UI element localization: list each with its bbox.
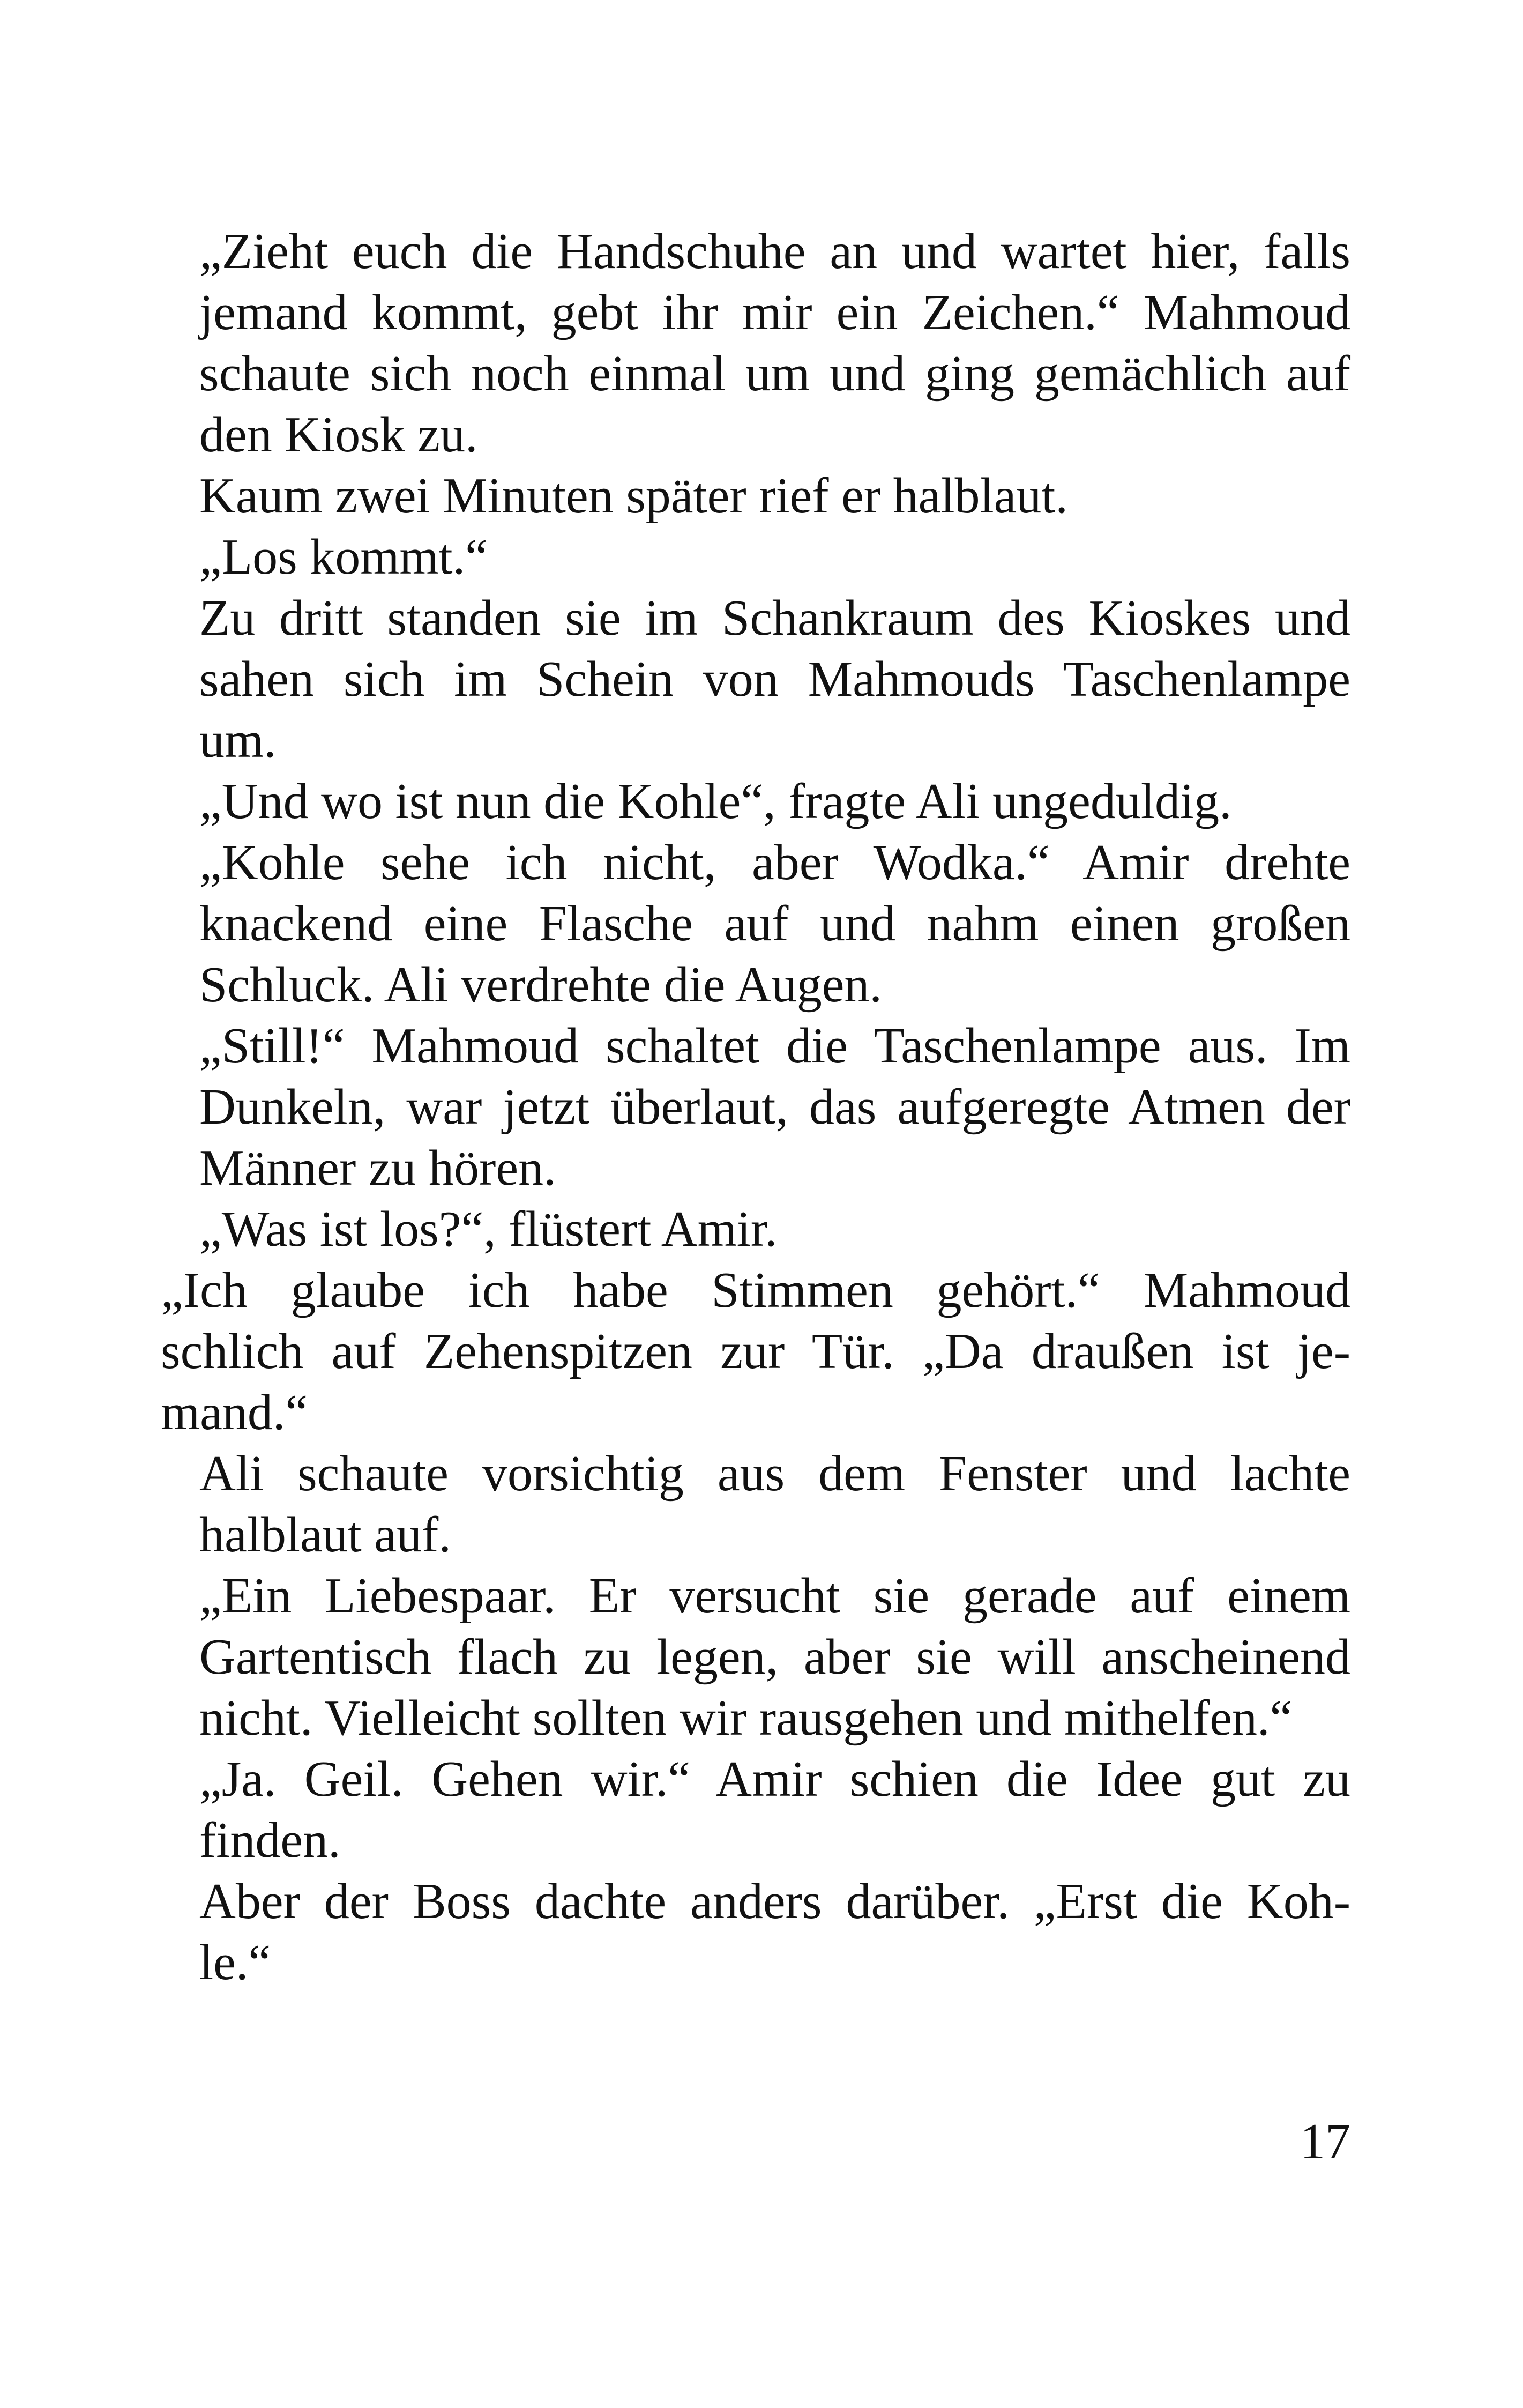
paragraph: [161, 1749, 1350, 1871]
text-line: nicht. Vielleicht sollten wir rausgehen und mithelfen.“: [199, 1690, 1293, 1746]
text-line: finden.: [199, 1812, 341, 1868]
paragraph: [161, 832, 1350, 1015]
paragraph: [161, 771, 1350, 832]
paragraph: [161, 1015, 1350, 1199]
text-line: Schluck. Ali verdrehte die Augen.: [199, 957, 882, 1013]
text-line: „Ich glaube ich habe Stimmen gehört.“ Mahmoud: [161, 1262, 1350, 1318]
text-line: sahen sich im Schein von Mahmouds Taschenlampe: [199, 651, 1350, 707]
text-line: „Zieht euch die Handschuhe an und wartet hier, falls: [199, 224, 1350, 279]
text-line: „Los kommt.“: [199, 529, 488, 585]
paragraph: [161, 465, 1350, 526]
text-line: halblaut auf.: [199, 1507, 451, 1563]
text-line: Gartentisch flach zu legen, aber sie will anscheinend: [199, 1629, 1350, 1685]
text-line: „Ein Liebespaar. Er versucht sie gerade auf einem: [199, 1568, 1350, 1624]
text-line: mand.“: [161, 1385, 308, 1440]
text-line: jemand kommt, gebt ihr mir ein Zeichen.“ Mahmoud: [199, 285, 1350, 340]
text-line: Kaum zwei Minuten später rief er halblaut.: [199, 468, 1068, 524]
text-line: knackend eine Flasche auf und nahm einen großen: [199, 896, 1350, 952]
text-line: „Still!“ Mahmoud schaltet die Taschenlampe aus. Im: [199, 1018, 1350, 1074]
text-line: „Ja. Geil. Gehen wir.“ Amir schien die Idee gut zu: [199, 1751, 1350, 1807]
text-line: Zu dritt standen sie im Schankraum des Kioskes und: [199, 590, 1350, 646]
paragraph: [161, 1199, 1350, 1260]
paragraph: [161, 221, 1350, 465]
text-line: schaute sich noch einmal um und ging gemächlich auf: [199, 346, 1350, 402]
paragraph: [161, 1443, 1350, 1565]
text-line: den Kiosk zu.: [199, 407, 478, 463]
text-line: „Kohle sehe ich nicht, aber Wodka.“ Amir drehte: [199, 835, 1350, 890]
page-number: 17: [1300, 2114, 1350, 2169]
text-line: Dunkeln, war jetzt überlaut, das aufgeregte Atmen der: [199, 1079, 1350, 1135]
text-line: le.“: [199, 1935, 271, 1990]
body-text: [161, 221, 1350, 1993]
text-line: Männer zu hören.: [199, 1140, 556, 1196]
text-line: um.: [199, 712, 277, 768]
text-line: „Und wo ist nun die Kohle“, fragte Ali ungeduldig.: [199, 774, 1232, 829]
paragraph: [161, 1871, 1350, 1993]
text-line: Aber der Boss dachte anders darüber. „Erst die Koh-: [199, 1874, 1350, 1929]
text-line: Ali schaute vorsichtig aus dem Fenster und lachte: [199, 1446, 1350, 1502]
text-line: schlich auf Zehenspitzen zur Tür. „Da draußen ist je-: [161, 1324, 1350, 1379]
text-line: „Was ist los?“, flüstert Amir.: [199, 1201, 778, 1257]
paragraph: [161, 1260, 1350, 1443]
paragraph: [161, 588, 1350, 771]
paragraph: [161, 1565, 1350, 1749]
paragraph: [161, 526, 1350, 588]
